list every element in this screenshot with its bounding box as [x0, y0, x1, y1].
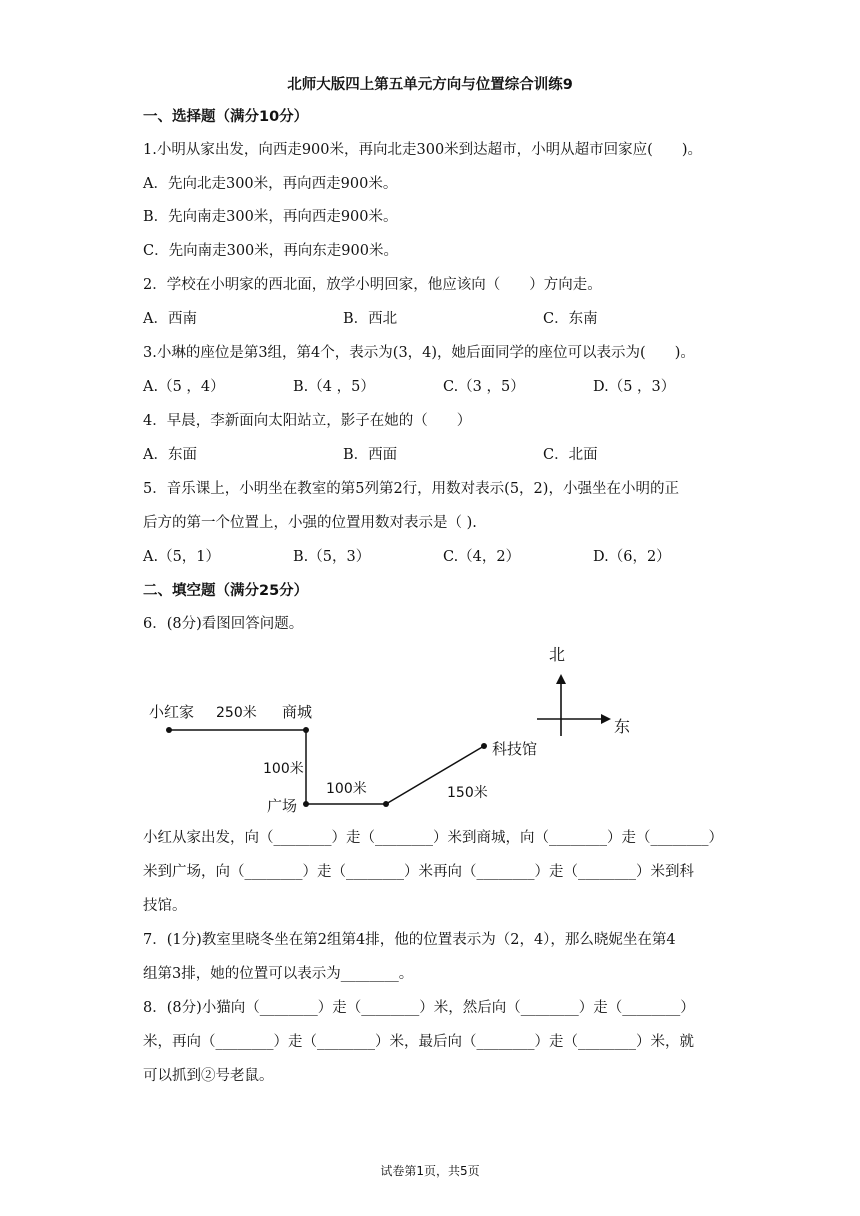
question-1-stem: 1.小明从家出发，向西走900米，再向北走300米到达超市，小明从超市回家应( )。: [143, 142, 702, 158]
question-7-line-2: 组第3排，她的位置可以表示为________。: [143, 966, 414, 982]
question-2-option-b: B．西北: [343, 311, 398, 327]
section-heading-fill: 二、填空题（满分25分）: [143, 583, 309, 599]
question-2-option-c: C．东南: [543, 311, 598, 327]
question-5-option-a: A.（5，1）: [143, 549, 221, 565]
question-5-stem-line-2: 后方的第一个位置上，小强的位置用数对表示是（ ).: [143, 515, 477, 531]
question-3-option-d: D.（5 ，3）: [593, 379, 676, 395]
question-8-line-1: 8．(8分)小猫向（________）走（________）米，然后向（________）走（________）: [143, 1000, 695, 1016]
turn-point: [383, 801, 389, 807]
compass-east-label: 东: [614, 717, 631, 736]
mall-label: 商城: [282, 703, 313, 721]
question-5-option-b: B.（5，3）: [293, 549, 371, 565]
question-5-option-c: C.（4，2）: [443, 549, 521, 565]
museum-point: [481, 743, 487, 749]
question-7-line-1: 7．(1分)教室里晓冬坐在第2组第4排，他的位置表示为（2，4），那么晓妮坐在第4: [143, 932, 676, 948]
question-3-stem: 3.小琳的座位是第3组，第4个，表示为(3，4)，她后面同学的座位可以表示为( )。: [143, 345, 695, 361]
question-1-option-a: A．先向北走300米，再向西走900米。: [143, 176, 398, 192]
question-8-line-2: 米，再向（________）走（________）米，最后向（________）走（________）米，就: [143, 1034, 694, 1050]
home-point: [166, 727, 172, 733]
question-6-answer-line-3: 技馆。: [143, 898, 187, 914]
question-8-line-3: 可以抓到②号老鼠。: [143, 1068, 274, 1084]
home-label: 小红家: [149, 703, 195, 721]
question-4-option-a: A．东面: [143, 447, 197, 463]
route-map: [0, 638, 860, 818]
question-1-option-c: C．先向南走300米，再向东走900米。: [143, 243, 398, 259]
question-2-stem: 2．学校在小明家的西北面，放学小明回家，他应该向（ ）方向走。: [143, 277, 602, 293]
distance-home-mall: 250米: [216, 705, 257, 721]
museum-label: 科技馆: [492, 740, 538, 758]
distance-mall-square: 100米: [263, 761, 304, 777]
question-3-option-b: B.（4 ，5）: [293, 379, 375, 395]
page-title: 北师大版四上第五单元方向与位置综合训练9: [287, 77, 573, 93]
question-5-option-d: D.（6，2）: [593, 549, 671, 565]
square-point: [303, 801, 309, 807]
question-6-stem: 6．(8分)看图回答问题。: [143, 616, 304, 632]
page-footer: 试卷第1页，共5页: [380, 1164, 480, 1178]
distance-turn-museum: 150米: [447, 785, 488, 801]
compass-north-label: 北: [549, 645, 566, 664]
question-6-answer-line-1: 小红从家出发，向（________）走（________）米到商城，向（________）走（________）: [143, 830, 723, 846]
square-label: 广场: [267, 797, 298, 815]
question-5-stem-line-1: 5．音乐课上，小明坐在教室的第5列第2行，用数对表示(5，2)，小强坐在小明的正: [143, 481, 679, 497]
section-heading-choice: 一、选择题（满分10分）: [143, 109, 309, 125]
question-3-option-c: C.（3 ，5）: [443, 379, 525, 395]
question-4-stem: 4．早晨，李新面向太阳站立，影子在她的（ ）: [143, 413, 472, 429]
question-3-option-a: A.（5 ，4）: [143, 379, 225, 395]
question-1-option-b: B．先向南走300米，再向西走900米。: [143, 209, 398, 225]
question-4-option-c: C．北面: [543, 447, 598, 463]
question-2-option-a: A．西南: [143, 311, 197, 327]
question-4-option-b: B．西面: [343, 447, 398, 463]
distance-square-turn: 100米: [326, 781, 367, 797]
question-6-answer-line-2: 米到广场，向（________）走（________）米再向（________）走（________）米到科: [143, 864, 694, 880]
mall-point: [303, 727, 309, 733]
